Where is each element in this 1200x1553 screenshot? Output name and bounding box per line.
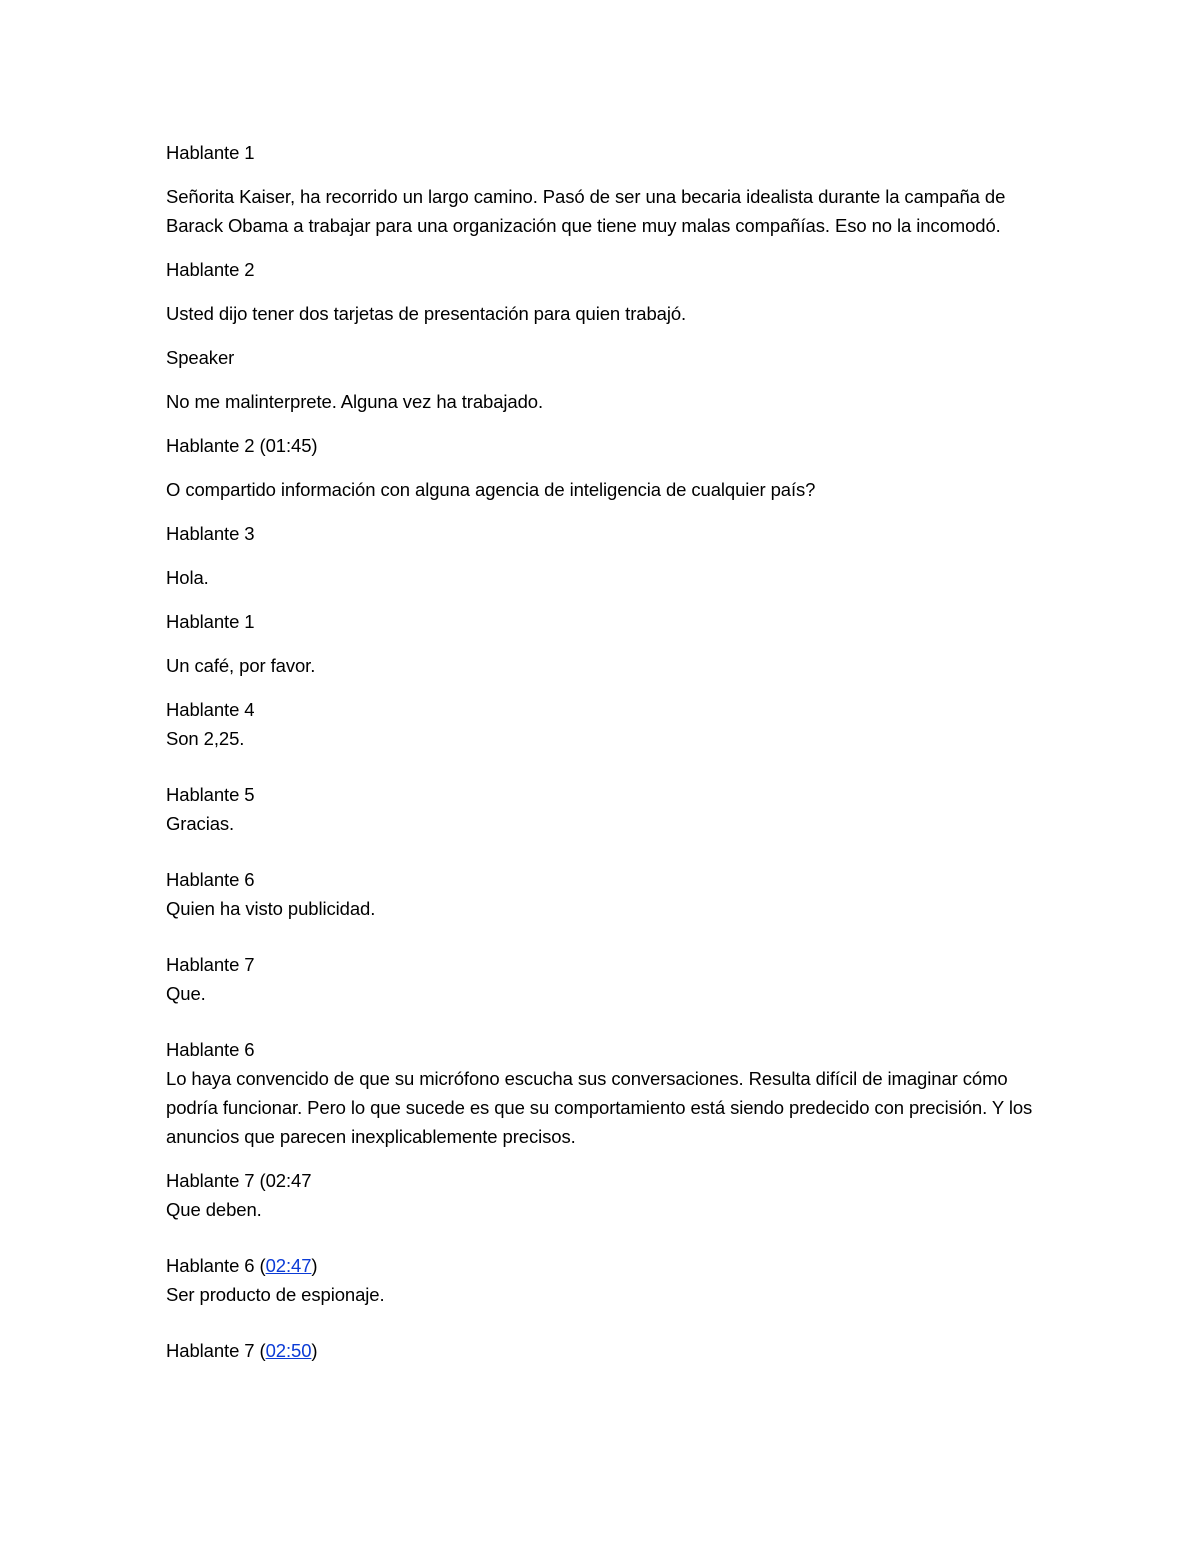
transcript	[166, 138, 1046, 1365]
transcript-entry	[166, 519, 1046, 592]
utterance-text: Hola.	[166, 567, 209, 588]
speaker-label: Hablante 7 (02:47	[166, 1170, 312, 1191]
speaker-label: Hablante 6 (02:47)	[166, 1255, 318, 1276]
utterance-text: Quien ha visto publicidad.	[166, 898, 376, 919]
transcript-entry	[166, 1336, 1046, 1365]
speaker-label: Hablante 2 (01:45)	[166, 435, 318, 456]
transcript-entry	[166, 607, 1046, 680]
speaker-label: Hablante 4	[166, 699, 255, 720]
speaker-name: Hablante 6	[166, 1255, 255, 1276]
transcript-entry	[166, 1035, 1046, 1151]
utterance-text: Que.	[166, 983, 206, 1004]
speaker-label: Hablante 7 (02:50)	[166, 1340, 318, 1361]
utterance-text: Ser producto de espionaje.	[166, 1284, 385, 1305]
speaker-label: Hablante 7	[166, 954, 255, 975]
transcript-entry	[166, 1166, 1046, 1224]
speaker-label: Speaker	[166, 347, 235, 368]
utterance-text: O compartido información con alguna agencia de inteligencia de cualquier país?	[166, 479, 816, 500]
transcript-entry	[166, 780, 1046, 838]
utterance-text: No me malinterprete. Alguna vez ha trabajado.	[166, 391, 544, 412]
transcript-entry	[166, 255, 1046, 328]
transcript-entry	[166, 343, 1046, 416]
utterance-text: Son 2,25.	[166, 728, 245, 749]
speaker-label: Hablante 6	[166, 1039, 255, 1060]
utterance-text: Un café, por favor.	[166, 655, 316, 676]
utterance-text: Señorita Kaiser, ha recorrido un largo camino. Pasó de ser una becaria idealista durante la campaña de Barack Obama a trabajar para una organización que tiene muy malas compañías. Eso no la incomodó.	[166, 186, 1006, 236]
transcript-entry	[166, 865, 1046, 923]
utterance-text: Lo haya convencido de que su micrófono escucha sus conversaciones. Resulta difícil de imaginar cómo podría funcionar. Pero lo que sucede es que su comportamiento está siendo predecido con precisión. Y los anuncios que parecen inexplicablemente precisos.	[166, 1068, 1033, 1147]
speaker-label: Hablante 3	[166, 523, 255, 544]
transcript-entry	[166, 950, 1046, 1008]
transcript-entry	[166, 431, 1046, 504]
speaker-label: Hablante 5	[166, 784, 255, 805]
timestamp-link[interactable]: 02:47	[265, 1255, 312, 1276]
transcript-entry	[166, 1251, 1046, 1309]
utterance-text: Que deben.	[166, 1199, 262, 1220]
transcript-entry	[166, 138, 1046, 240]
utterance-text: Gracias.	[166, 813, 235, 834]
speaker-name: Hablante 7	[166, 1340, 255, 1361]
speaker-label: Hablante 1	[166, 142, 255, 163]
timestamp-link[interactable]: 02:50	[265, 1340, 312, 1361]
speaker-label: Hablante 2	[166, 259, 255, 280]
transcript-entry	[166, 695, 1046, 753]
speaker-label: Hablante 1	[166, 611, 255, 632]
speaker-label: Hablante 6	[166, 869, 255, 890]
utterance-text: Usted dijo tener dos tarjetas de presentación para quien trabajó.	[166, 303, 687, 324]
